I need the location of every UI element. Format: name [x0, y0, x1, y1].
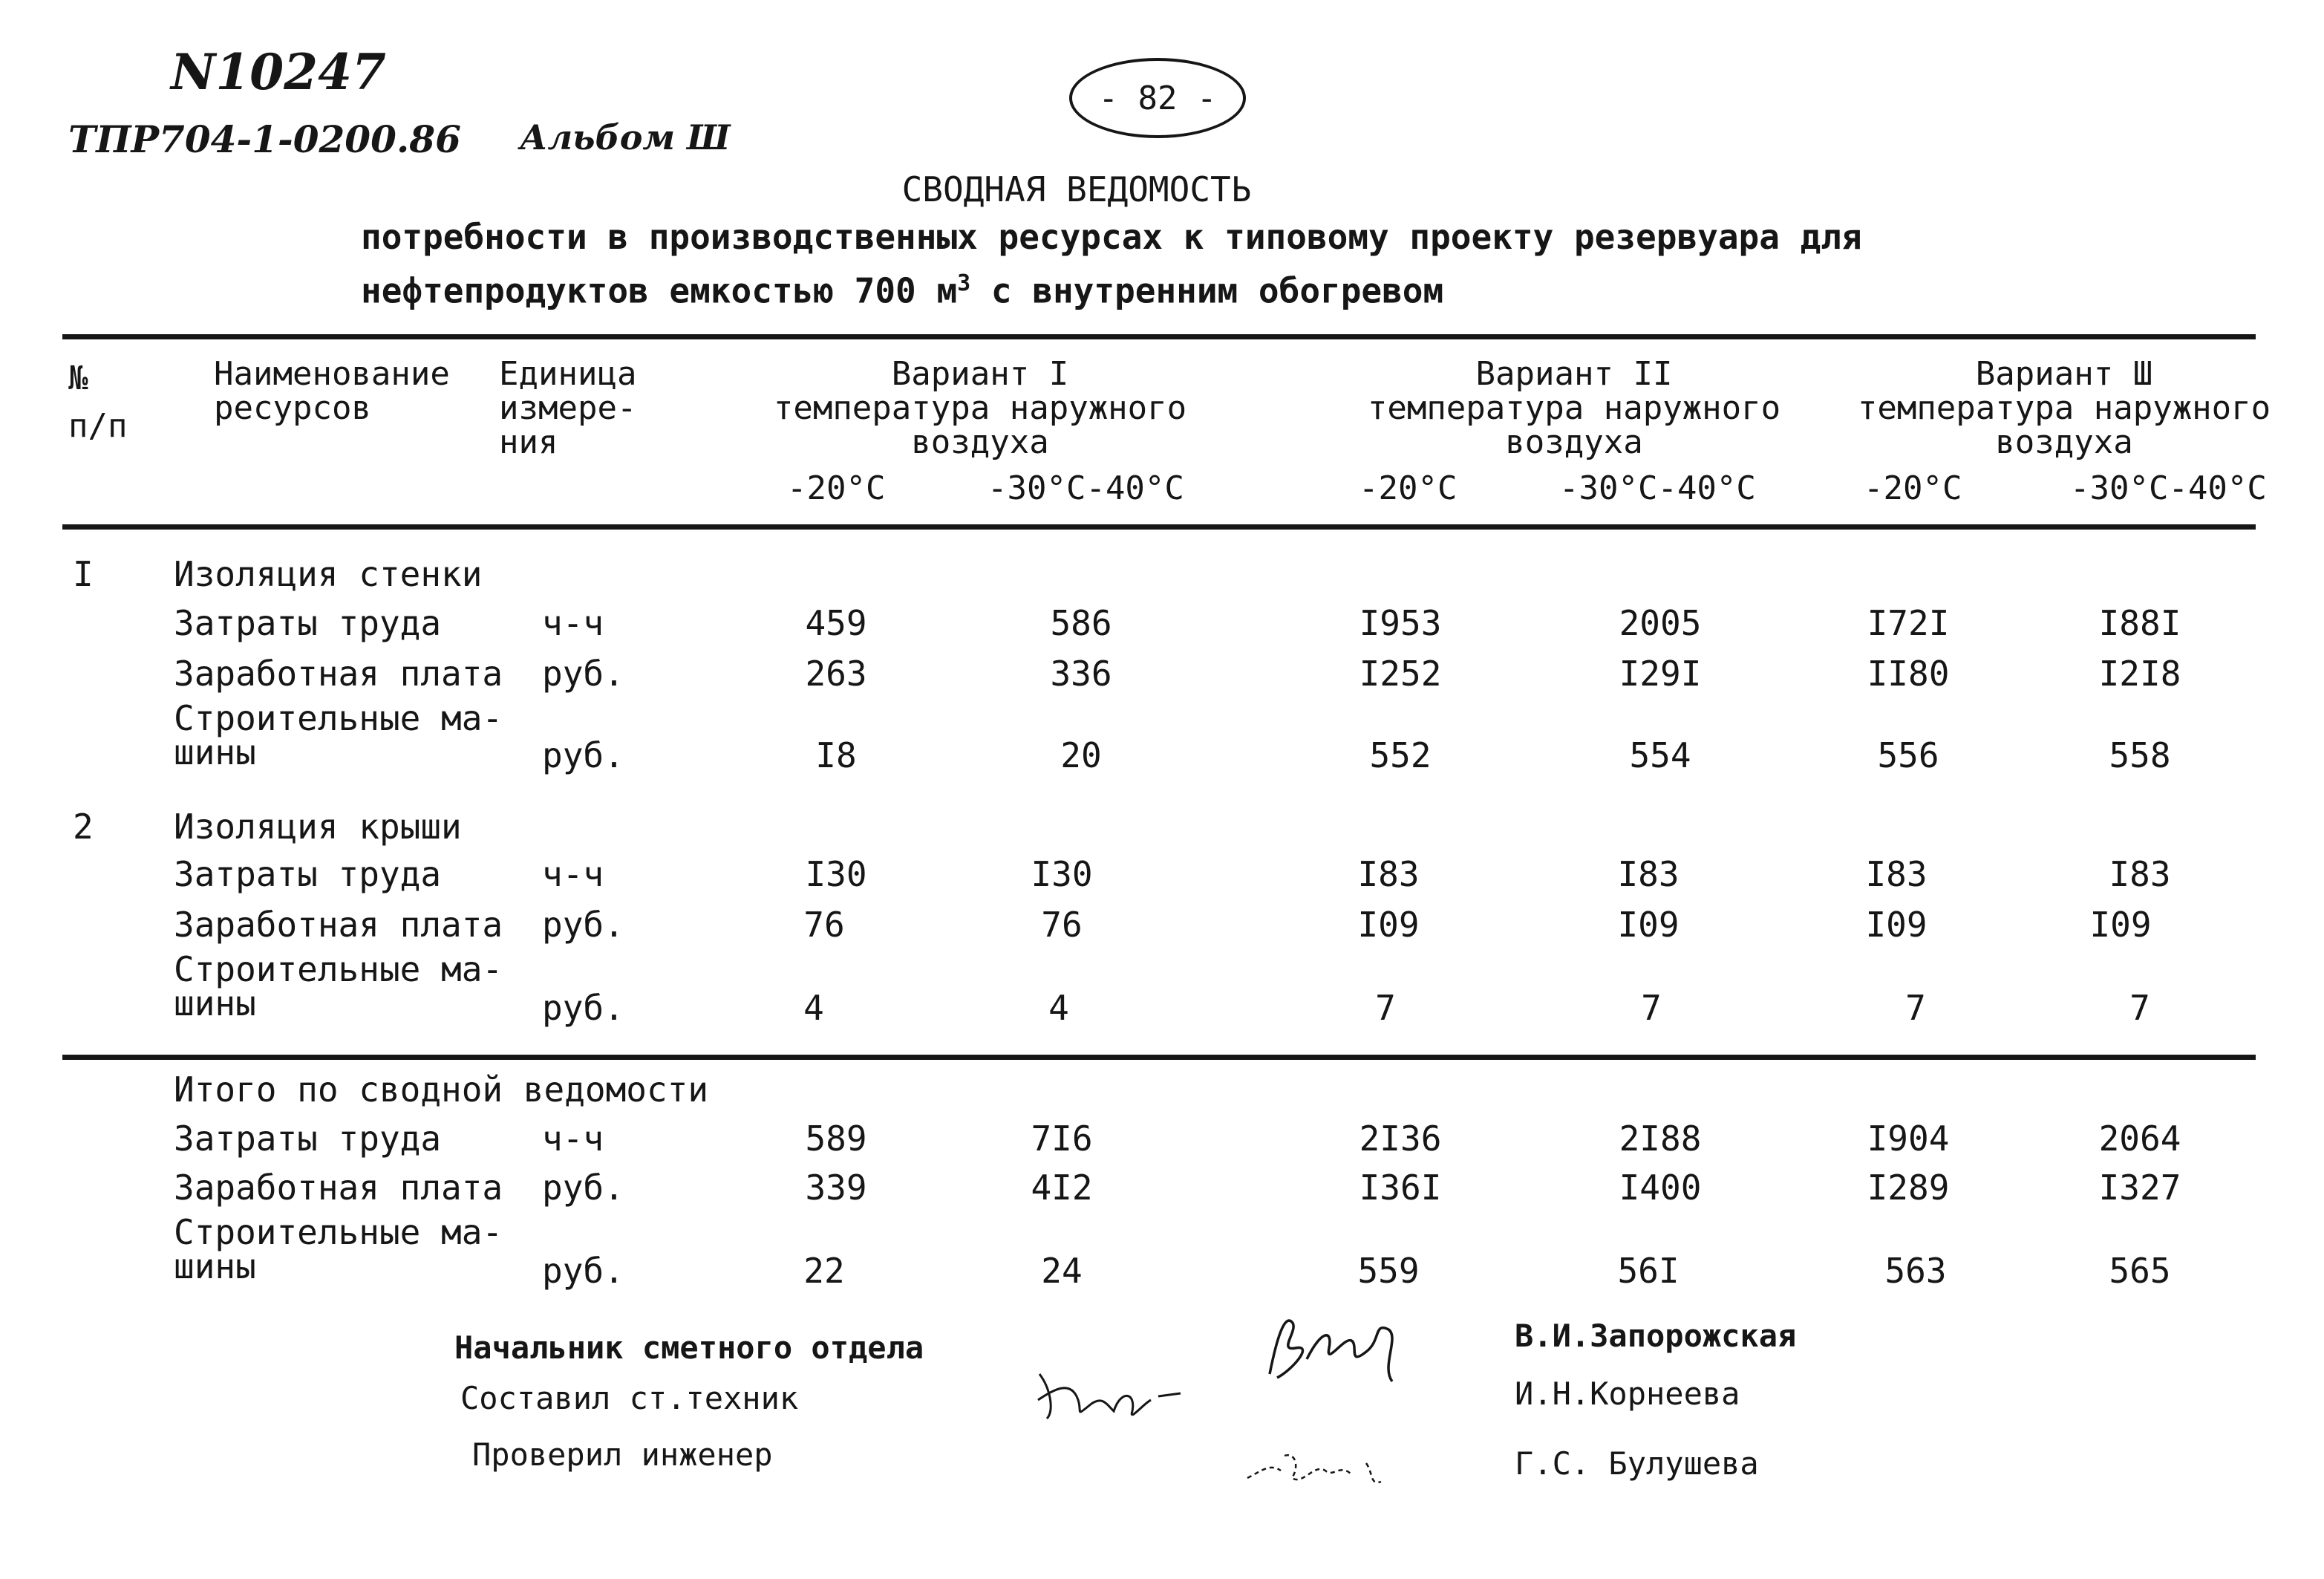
row-unit: руб.	[542, 1168, 624, 1208]
value-cell: 4	[1048, 988, 1069, 1028]
value-cell: 586	[1050, 603, 1112, 643]
value-cell: 552	[1369, 735, 1432, 775]
value-cell: I252	[1359, 654, 1442, 694]
value-cell: I30	[1031, 854, 1093, 894]
value-cell: 554	[1629, 735, 1691, 775]
row-name-cont: шины	[174, 983, 256, 1023]
row-unit: ч-ч	[542, 603, 604, 643]
value-cell: I8	[815, 735, 857, 775]
value-cell: I72I	[1867, 603, 1950, 643]
section-number: 2	[73, 807, 94, 847]
value-cell: 76	[803, 905, 845, 945]
variant3-temp-line2: воздуха	[1995, 423, 2133, 461]
value-cell: II80	[1867, 654, 1950, 694]
handwritten-document-number: N10247	[171, 43, 386, 101]
row-unit: ч-ч	[542, 854, 604, 894]
page-number-text: - 82 -	[1098, 79, 1217, 117]
variant1-temp-line2: воздуха	[911, 423, 1049, 461]
signature-role: Проверил инженер	[472, 1436, 773, 1473]
row-name: Затраты труда	[174, 1119, 442, 1159]
value-cell: 7	[1375, 988, 1396, 1028]
value-cell: 4I2	[1031, 1168, 1093, 1208]
value-cell: I30	[805, 854, 867, 894]
table-top-rule	[62, 334, 2256, 339]
row-name: Строительные ма-	[174, 1212, 503, 1252]
value-cell: 7I6	[1031, 1119, 1093, 1159]
value-cell: 336	[1050, 654, 1112, 694]
value-cell: 339	[805, 1168, 867, 1208]
value-cell: 263	[805, 654, 867, 694]
col-unit-label-3: ния	[499, 423, 558, 461]
variant3-t30: -30°С-40°С	[2070, 469, 2267, 507]
row-name: Заработная плата	[174, 654, 503, 694]
totals-rule	[62, 1055, 2256, 1060]
variant1-temp-line1: температура наружного	[773, 389, 1187, 427]
value-cell: 2I36	[1359, 1119, 1442, 1159]
value-cell: 7	[1641, 988, 1662, 1028]
value-cell: I83	[2109, 854, 2171, 894]
row-unit: руб.	[542, 654, 624, 694]
value-cell: I904	[1867, 1119, 1950, 1159]
variant3-t20: -20°С	[1864, 469, 1962, 507]
row-unit: руб.	[542, 988, 624, 1028]
handwritten-project-code: ТПР704-1-0200.86	[68, 117, 461, 161]
document-subtitle-line1: потребности в производственных ресурсах к типовому проекту резервуара для	[361, 217, 1862, 257]
signature-person: Г.С. Булушева	[1515, 1445, 1759, 1482]
handwritten-signature-3	[1240, 1433, 1403, 1500]
signature-role: Начальник сметного отдела	[454, 1329, 924, 1366]
signature-person: И.Н.Корнеева	[1515, 1375, 1740, 1412]
value-cell: I2I8	[2098, 654, 2181, 694]
variant1-title: Вариант I	[891, 355, 1069, 393]
col-name-label-2: ресурсов	[214, 389, 371, 427]
header-bottom-rule	[62, 524, 2256, 530]
variant2-t30: -30°С-40°С	[1559, 469, 1756, 507]
variant1-t30: -30°С-40°С	[988, 469, 1184, 507]
row-name-cont: шины	[174, 1246, 256, 1286]
col-name-label: Наименование	[214, 355, 450, 393]
value-cell: 2064	[2098, 1119, 2181, 1159]
row-name: Заработная плата	[174, 905, 503, 945]
value-cell: I09	[2089, 905, 2152, 945]
col-num-label-2: п/п	[68, 407, 128, 445]
row-unit: руб.	[542, 1251, 624, 1291]
value-cell: 22	[803, 1251, 845, 1291]
section-number: I	[73, 554, 94, 594]
value-cell: 4	[803, 988, 824, 1028]
subtitle-text-b: с внутренним обогревом	[970, 270, 1444, 311]
subtitle-superscript: 3	[957, 270, 971, 296]
totals-title: Итого по сводной ведомости	[174, 1070, 709, 1110]
variant2-temp-line1: температура наружного	[1367, 389, 1781, 427]
variant1-t20: -20°С	[787, 469, 886, 507]
value-cell: 7	[2129, 988, 2150, 1028]
value-cell: 563	[1884, 1251, 1947, 1291]
handwritten-signature-1	[1262, 1307, 1411, 1389]
value-cell: I289	[1867, 1168, 1950, 1208]
row-name-cont: шины	[174, 732, 256, 772]
value-cell: I29I	[1619, 654, 1702, 694]
value-cell: I09	[1617, 905, 1680, 945]
value-cell: I83	[1617, 854, 1680, 894]
document-subtitle-line2	[361, 270, 1443, 310]
col-unit-label-2: измере-	[499, 389, 637, 427]
value-cell: 76	[1041, 905, 1083, 945]
value-cell: I88I	[2098, 603, 2181, 643]
value-cell: 2005	[1619, 603, 1702, 643]
value-cell: I09	[1865, 905, 1928, 945]
value-cell: I83	[1357, 854, 1420, 894]
value-cell: I327	[2098, 1168, 2181, 1208]
value-cell: I09	[1357, 905, 1420, 945]
value-cell: 56I	[1617, 1251, 1680, 1291]
col-num-label: №	[68, 359, 88, 397]
value-cell: I36I	[1359, 1168, 1442, 1208]
value-cell: 459	[805, 603, 867, 643]
row-name: Заработная плата	[174, 1168, 503, 1208]
variant2-temp-line2: воздуха	[1505, 423, 1643, 461]
row-unit: руб.	[542, 905, 624, 945]
value-cell: 7	[1905, 988, 1926, 1028]
value-cell: 2I88	[1619, 1119, 1702, 1159]
handwritten-signature-2	[1032, 1359, 1195, 1426]
variant2-title: Вариант II	[1475, 355, 1673, 393]
row-unit: руб.	[542, 735, 624, 775]
row-name: Затраты труда	[174, 854, 442, 894]
page-number	[1069, 58, 1246, 138]
value-cell: 558	[2109, 735, 2171, 775]
section-title: Изоляция стенки	[174, 554, 483, 594]
value-cell: 565	[2109, 1251, 2171, 1291]
value-cell: 556	[1877, 735, 1939, 775]
variant3-temp-line1: температура наружного	[1857, 389, 2271, 427]
handwritten-album-label: Альбом Ш	[520, 117, 731, 157]
value-cell: I83	[1865, 854, 1928, 894]
value-cell: I400	[1619, 1168, 1702, 1208]
variant3-title: Вариант Ш	[1975, 355, 2153, 393]
value-cell: 20	[1060, 735, 1102, 775]
value-cell: 24	[1041, 1251, 1083, 1291]
document-title: СВОДНАЯ ВЕДОМОСТЬ	[901, 169, 1252, 209]
row-unit: ч-ч	[542, 1119, 604, 1159]
value-cell: 589	[805, 1119, 867, 1159]
subtitle-text-a: нефтепродуктов емкостью 700 м	[361, 270, 958, 311]
section-title: Изоляция крыши	[174, 807, 462, 847]
row-name: Строительные ма-	[174, 698, 503, 738]
value-cell: I953	[1359, 603, 1442, 643]
row-name: Затраты труда	[174, 603, 442, 643]
col-unit-label: Единица	[499, 355, 637, 393]
row-name: Строительные ма-	[174, 949, 503, 989]
signature-role: Составил ст.техник	[460, 1380, 799, 1416]
value-cell: 559	[1357, 1251, 1420, 1291]
signature-person: В.И.Запорожская	[1515, 1318, 1797, 1354]
variant2-t20: -20°С	[1359, 469, 1458, 507]
